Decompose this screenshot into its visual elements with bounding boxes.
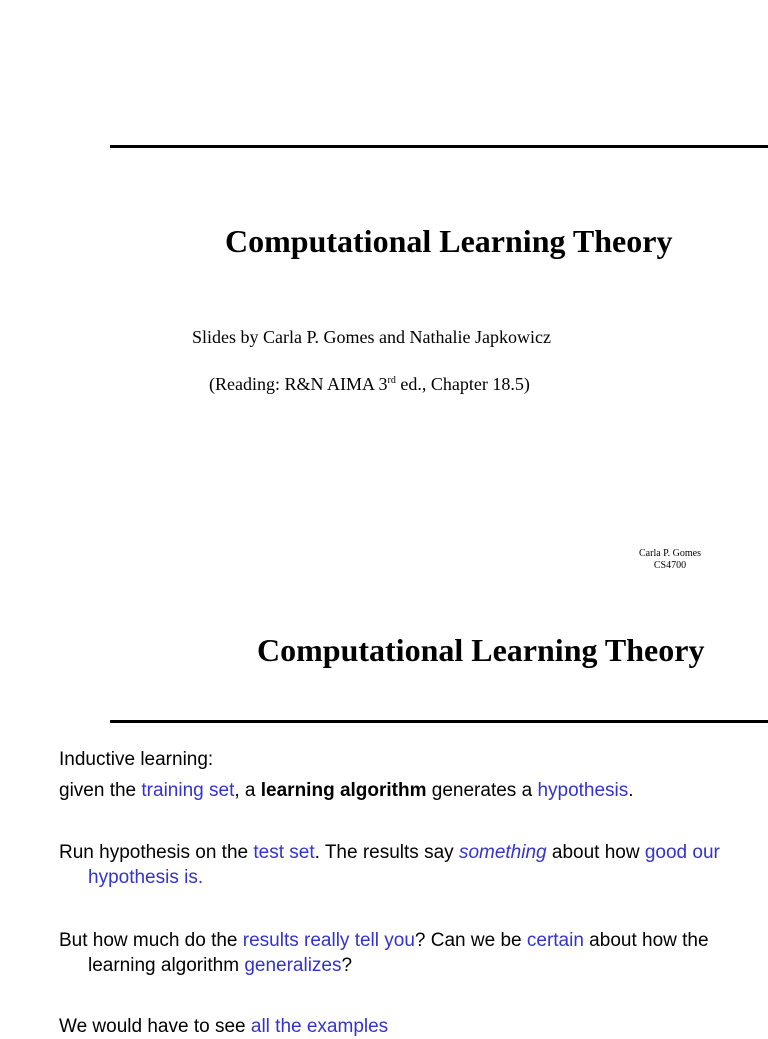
highlight-good-hypothesis: good our hypothesis is.	[88, 842, 720, 888]
reading-reference	[209, 374, 530, 396]
highlight-test-set: test set	[253, 842, 315, 863]
top-rule	[110, 145, 768, 148]
highlight-certain: certain	[526, 930, 584, 951]
highlight-training-set: training set	[141, 780, 235, 801]
reading-prefix: (Reading: R&N AIMA 3	[209, 374, 388, 394]
text-run: We would have to see	[59, 1016, 251, 1037]
test-set-paragraph	[59, 840, 768, 890]
inductive-learning-heading: Inductive learning:	[59, 749, 214, 770]
text-run: , a	[234, 780, 261, 801]
text-run: ? Can we be	[414, 930, 527, 951]
text-run: .	[628, 780, 634, 801]
text-run: . The results say	[314, 842, 459, 863]
text-run: Run hypothesis on the	[59, 842, 254, 863]
highlight-generalizes: generalizes	[244, 955, 342, 976]
slide-footer	[610, 548, 730, 571]
all-examples-paragraph	[59, 1014, 749, 1039]
text-run: ?	[341, 955, 353, 976]
highlight-all-examples: all the examples	[250, 1016, 389, 1037]
highlight-results: results really tell you	[242, 930, 415, 951]
highlight-something: something	[458, 842, 547, 863]
bold-learning-algorithm: learning algorithm	[260, 780, 427, 801]
footer-course: CS4700	[653, 559, 687, 571]
byline: Slides by Carla P. Gomes and Nathalie Japkowicz	[192, 327, 551, 347]
slide-2-title: Computational Learning Theory	[257, 632, 705, 668]
text-run: But how much do the	[59, 930, 243, 951]
text-run: given the	[59, 780, 142, 801]
text-run: about how	[546, 842, 645, 863]
footer-author: Carla P. Gomes	[639, 548, 701, 559]
text-run: about how the learning algorithm	[88, 930, 709, 976]
inductive-learning-description	[59, 778, 749, 803]
highlight-hypothesis: hypothesis	[537, 780, 629, 801]
slide-1-title: Computational Learning Theory	[225, 223, 673, 259]
text-run: generates a	[426, 780, 538, 801]
reading-suffix: ed., Chapter 18.5)	[395, 374, 530, 394]
title-underline-rule	[110, 720, 768, 723]
reading-superscript: rd	[387, 375, 396, 386]
generalization-paragraph	[59, 928, 768, 978]
